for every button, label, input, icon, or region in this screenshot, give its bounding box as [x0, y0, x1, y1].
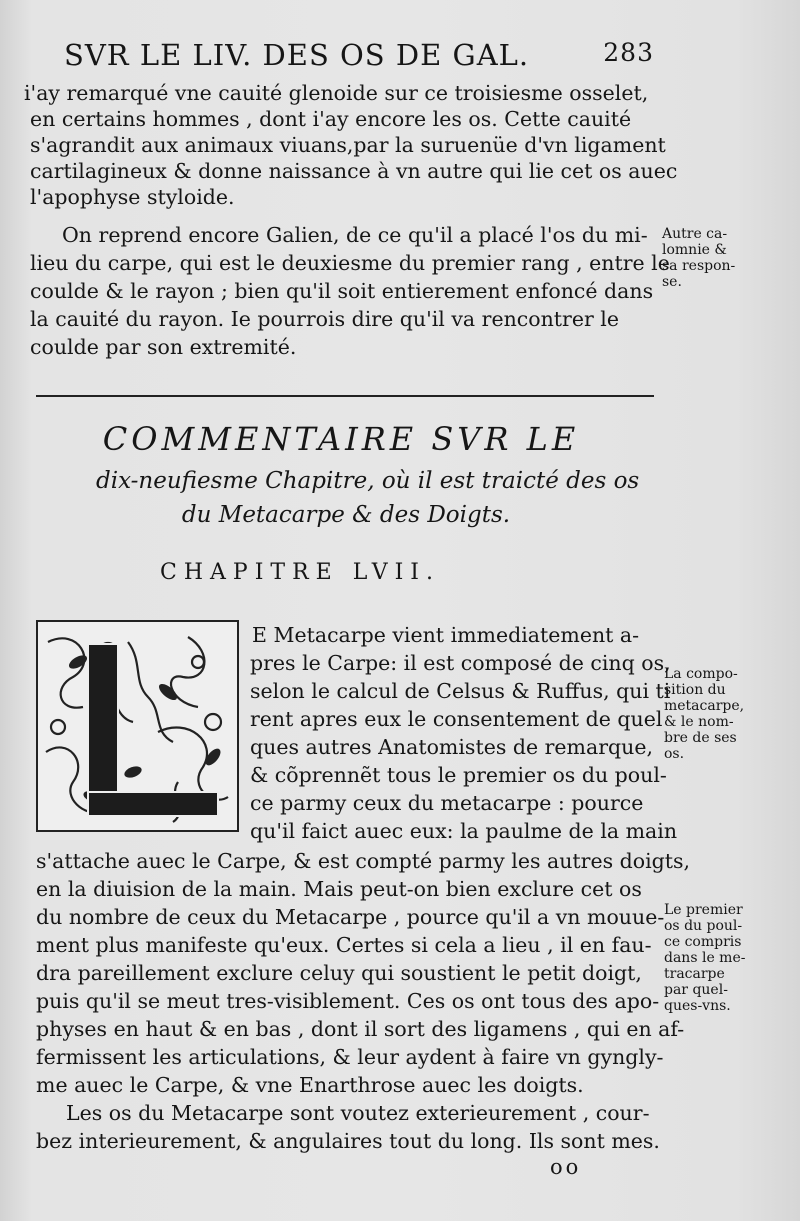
text-line: & cõprennẽt tous le premier os du poul- — [250, 763, 667, 787]
text-line: coulde par son extremité. — [30, 335, 297, 359]
text-line: qu'il faict auec eux: la paulme de la main — [250, 819, 678, 843]
text-line: cartilagineux & donne naissance à vn autre qui lie cet os auec — [30, 159, 678, 183]
divider-rule — [36, 395, 654, 397]
text-line: coulde & le rayon ; bien qu'il soit entierement enfoncé dans — [30, 279, 654, 303]
decorated-initial-image — [36, 620, 239, 832]
margin-note: La compo- sition du metacarpe, & le nom- bre de ses os. — [664, 666, 745, 762]
text-line: i'ay remarqué vne cauité glenoide sur ce troisiesme osselet, — [24, 81, 649, 105]
text-line: Les os du Metacarpe sont voutez exterieurement , cour- — [66, 1101, 650, 1125]
text-line: On reprend encore Galien, de ce qu'il a placé l'os du mi- — [62, 223, 648, 247]
text-line: en la diuision de la main. Mais peut-on bien exclure cet os — [36, 877, 642, 901]
page-number: 283 — [603, 38, 654, 67]
text-line: physes en haut & en bas , dont il sort des ligamens , qui en af- — [36, 1017, 685, 1041]
margin-note: Autre ca- lomnie & sa respon- se. — [662, 226, 736, 290]
text-line: s'agrandit aux animaux viuans,par la suruenüe d'vn ligament — [30, 133, 666, 157]
text-line: l'apophyse styloide. — [30, 185, 235, 209]
text-line: s'attache auec le Carpe, & est compté parmy les autres doigts, — [36, 849, 691, 873]
text-line: ce parmy ceux du metacarpe : pource — [250, 791, 644, 815]
text-line: en certains hommes , dont i'ay encore les os. Cette cauité — [30, 107, 632, 131]
text-line: dra pareillement exclure celuy qui soustient le petit doigt, — [36, 961, 642, 985]
initial-letter: L — [133, 731, 141, 745]
text-line: pres le Carpe: il est composé de cinq os, — [250, 651, 671, 675]
chapter-heading: COMMENTAIRE SVR LE — [102, 420, 580, 458]
chapter-subheading: dix-neufiesme Chapitre, où il est traicté des os — [96, 468, 640, 494]
signature-mark: oo — [550, 1155, 582, 1179]
text-line: rent apres eux le consentement de quel — [250, 707, 663, 731]
text-line: me auec le Carpe, & vne Enarthrose auec les doigts. — [36, 1073, 584, 1097]
chapter-subheading: du Metacarpe & des Doigts. — [181, 502, 511, 528]
text-line: ment plus manifeste qu'eux. Certes si cela a lieu , il en fau- — [36, 933, 652, 957]
text-line: fermissent les articulations, & leur aydent à faire vn gyngly- — [36, 1045, 664, 1069]
floral-ornament-icon — [38, 622, 237, 830]
margin-note: Le premier os du poul- ce compris dans le me- tracarpe par quel- ques-vns. — [664, 902, 746, 1014]
chapter-number: CHAPITRE LVII. — [160, 560, 440, 585]
text-line: E Metacarpe vient immediatement a- — [252, 623, 640, 647]
text-line: du nombre de ceux du Metacarpe , pource qu'il a vn mouue- — [36, 905, 665, 929]
text-line: la cauité du rayon. Ie pourrois dire qu'il va rencontrer le — [30, 307, 619, 331]
text-line: lieu du carpe, qui est le deuxiesme du premier rang , entre le — [30, 251, 670, 275]
text-line: puis qu'il se meut tres-visiblement. Ces os ont tous des apo- — [36, 989, 660, 1013]
text-line: selon le calcul de Celsus & Ruffus, qui ti — [250, 679, 671, 703]
text-line: bez interieurement, & angulaires tout du long. Ils sont mes. — [36, 1129, 660, 1153]
running-header — [64, 38, 654, 72]
text-line: ques autres Anatomistes de remarque, — [250, 735, 653, 759]
header-title: SVR LE LIV. DES OS DE GAL. — [64, 38, 530, 72]
